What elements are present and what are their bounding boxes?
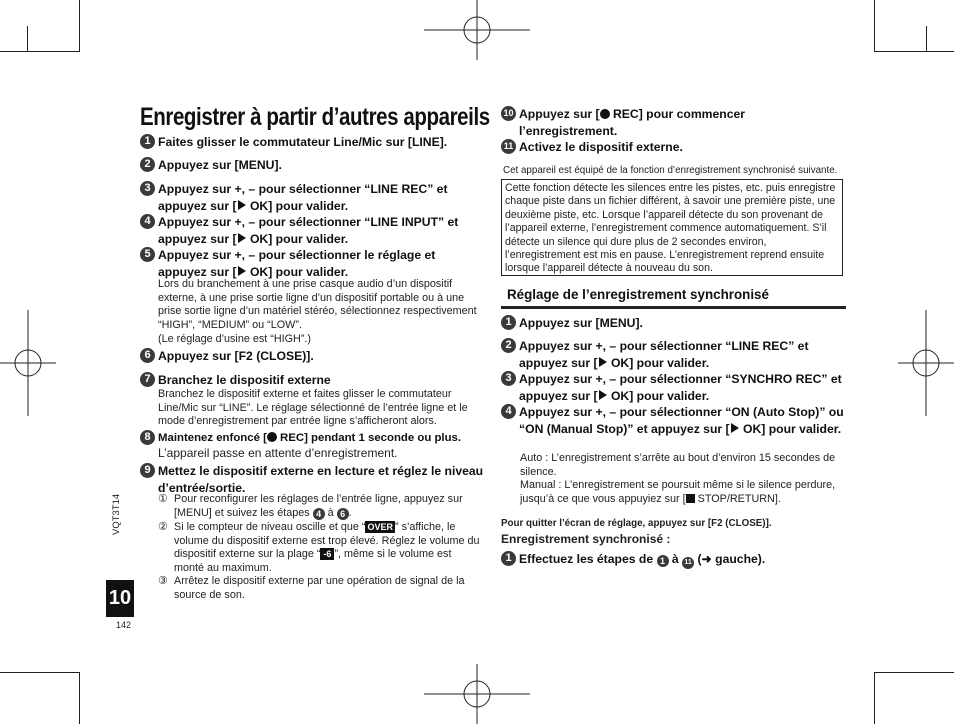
step-number-badge: 4 [501,404,516,419]
step-ref-badge: 11 [682,557,694,569]
step-text: à [668,552,683,566]
sub-step-text: Si le compteur de niveau oscille et que “ [174,521,366,533]
step-text: OK] pour valider. [246,231,349,246]
step-number-badge: 2 [140,157,155,172]
step-ref-badge: 1 [657,555,669,567]
step-8 [140,430,485,447]
sub-step-text: ” s’affiche, le volume du dispositif externe est trop élevé. Réglez le volume du dispositif externe sur la plage “ [174,521,480,560]
sub-step-text: ”, même si le volume est monté au maximum. [174,548,452,574]
step-text: Effectuez les étapes de [519,552,657,566]
registration-mark-icon [898,310,954,416]
step-text: Appuyez sur [ [519,107,600,121]
registration-mark-icon [424,0,530,60]
play-icon [731,423,739,433]
step-text: Appuyez sur +, – pour sélectionner le réglage et appuyez sur [ [158,248,436,279]
step-8-note: L’appareil passe en attente d’enregistrement. [158,446,398,460]
sub-step-mark: ① [158,493,168,505]
sub-step-1 [158,493,483,520]
sub-step-mark: ③ [158,575,168,587]
step-number-badge: 8 [140,430,155,445]
step-number-badge: 3 [501,371,516,386]
sync-heading: Réglage de l’enregistrement synchronisé [507,287,769,302]
step-text: Activez le dispositif externe. [519,140,683,154]
manual-option [520,479,850,506]
over-level-icon: OVER [367,522,393,532]
play-icon [238,266,246,276]
model-code: VQT3T14 [111,493,122,535]
step-7-note: Branchez le dispositif externe et faites glisser le commutateur Line/Mic sur “LINE”. Le réglage sélectionné de l’entrée ligne et le mode d’enregistrement par entrée ligne s’afficheront alors. [158,388,468,427]
sub-step-text: Arrêtez le dispositif externe par une opération de signal de la source de son. [174,575,465,601]
play-icon [238,233,246,243]
step-text: Faites glisser le commutateur Line/Mic sur [LINE]. [158,135,448,149]
page-number: 142 [116,620,132,630]
step-5 [140,247,485,280]
step-number-badge: 6 [140,348,155,363]
step-number-badge: 11 [501,139,516,154]
step-ref-badge: 4 [313,508,325,520]
step-11 [501,139,846,156]
step-text: Appuyez sur [MENU]. [158,158,282,172]
step-text: Appuyez sur [F2 (CLOSE)]. [158,349,314,363]
record-icon [600,109,610,119]
crop-mark [874,51,954,52]
crop-mark [926,26,927,52]
sync-step-4 [501,404,846,437]
crop-mark [27,26,28,52]
registration-mark-icon [0,310,56,416]
step-2 [140,157,485,174]
sub-step-text: . [348,506,352,519]
step-6 [140,348,485,365]
crop-mark [0,51,80,52]
page-title: Enregistrer à partir d’autres appareils [140,103,490,131]
manual-text: L’enregistrement se poursuit même si le silence perdure, jusqu’à ce que vous appuyiez sur [ [520,479,836,505]
step-text: OK] pour valider. [246,264,349,279]
step-text: Appuyez sur +, – pour sélectionner “ON (Auto Stop)” ou “ON (Manual Stop)” et appuyez sur [ [519,405,844,436]
step-number-badge: 1 [501,551,516,566]
crop-mark [79,0,80,52]
play-icon [599,390,607,400]
step-text: OK] pour valider. [607,355,710,370]
step-text: Maintenez enfoncé [ [158,432,267,444]
auto-label: Auto : [520,452,549,464]
step-text: OK] pour valider. [246,198,349,213]
step-text: OK] pour valider. [739,421,842,436]
step-3 [140,181,485,214]
step-number-badge: 7 [140,372,155,387]
sub-step-text: à [324,506,337,519]
step-text: Appuyez sur [MENU]. [519,316,643,330]
step-number-badge: 10 [501,106,516,121]
step-10 [501,106,846,139]
step-5-default-note: (Le réglage d’usine est “HIGH”.) [158,333,312,345]
step-ref-badge: 6 [337,508,349,520]
step-9 [140,463,485,496]
stop-icon [686,494,695,503]
step-number-badge: 1 [501,315,516,330]
sync-step-1 [501,315,846,332]
step-number-badge: 9 [140,463,155,478]
play-icon [238,200,246,210]
step-text: Appuyez sur +, – pour sélectionner “LINE REC” et appuyez sur [ [158,182,448,213]
crop-mark [874,672,954,673]
registration-mark-icon [424,664,530,724]
crop-mark [874,0,875,52]
step-text: Appuyez sur +, – pour sélectionner “LINE REC” et appuyez sur [ [519,339,809,370]
quit-instruction: Pour quitter l’écran de réglage, appuyez sur [F2 (CLOSE)]. [501,518,772,529]
crop-mark [0,672,80,673]
step-text: REC] pendant 1 seconde ou plus. [276,432,462,444]
page-section-tab: 10 [106,580,134,617]
sub-step-mark: ② [158,521,168,533]
step-number-badge: 4 [140,214,155,229]
sub-step-3 [158,575,483,602]
sync-step-2 [501,338,846,371]
sub-step-text: Pour reconfigurer les réglages de l’entrée ligne, appuyez sur [MENU] et suivez les étapes [174,493,463,519]
record-icon [267,432,277,442]
step-1 [140,134,485,151]
sync-info-box: Cette fonction détecte les silences entre les pistes, etc. puis enregistre chaque piste dans un fichier différent, à savoir une première piste, une deuxième piste, etc. Lorsque l’appareil détecte du son provenant de l’appareil externe, l’enregistrement commence automatiquement. S’il détecte un silence qui dure plus de 2 secondes environ, l’enregistrement est mis en pause. L’enregistrement reprend ensuite lorsque l’appareil détecte à nouveau du son. [501,179,843,276]
crop-mark [874,672,875,724]
step-text: Branchez le dispositif externe [158,373,331,387]
auto-option [520,452,840,479]
step-text: (➜ gauche). [694,552,766,566]
crop-mark [79,672,80,724]
step-text: REC] pour commencer l’enregistrement. [519,107,746,138]
manual-label: Manual : [520,479,562,491]
final-step [501,551,846,569]
step-text: Mettez le dispositif externe en lecture et réglez le niveau d’entrée/sortie. [158,464,484,495]
step-text: Appuyez sur +, – pour sélectionner “LINE INPUT” et appuyez sur [ [158,215,459,246]
step-text: Appuyez sur +, – pour sélectionner “SYNCHRO REC” et appuyez sur [ [519,372,842,403]
step-5-note: Lors du branchement à une prise casque audio d’un dispositif externe, à une prise sortie ligne d’un dispositif portable ou à une prise sortie ligne d’un matériel stéréo, sélectionnez respectivement “HIGH”, “MEDIUM” ou “LOW”. [158,278,477,331]
step-text: OK] pour valider. [607,388,710,403]
step-number-badge: 2 [501,338,516,353]
step-number-badge: 3 [140,181,155,196]
manual-text: STOP/RETURN]. [694,492,781,505]
step-4 [140,214,485,247]
step-number-badge: 5 [140,247,155,262]
sync-intro: Cet appareil est équipé de la fonction d’enregistrement synchronisé suivante. [503,165,838,176]
step-number-badge: 1 [140,134,155,149]
sub-step-2 [158,521,483,575]
play-icon [599,357,607,367]
step-7 [140,372,485,389]
level-range-icon: -6 [320,548,334,560]
heading-divider [501,306,846,309]
sync-rec-label: Enregistrement synchronisé : [501,532,671,546]
sync-step-3 [501,371,846,404]
auto-text: L’enregistrement s’arrête au bout d’environ 15 secondes de silence. [520,452,836,478]
